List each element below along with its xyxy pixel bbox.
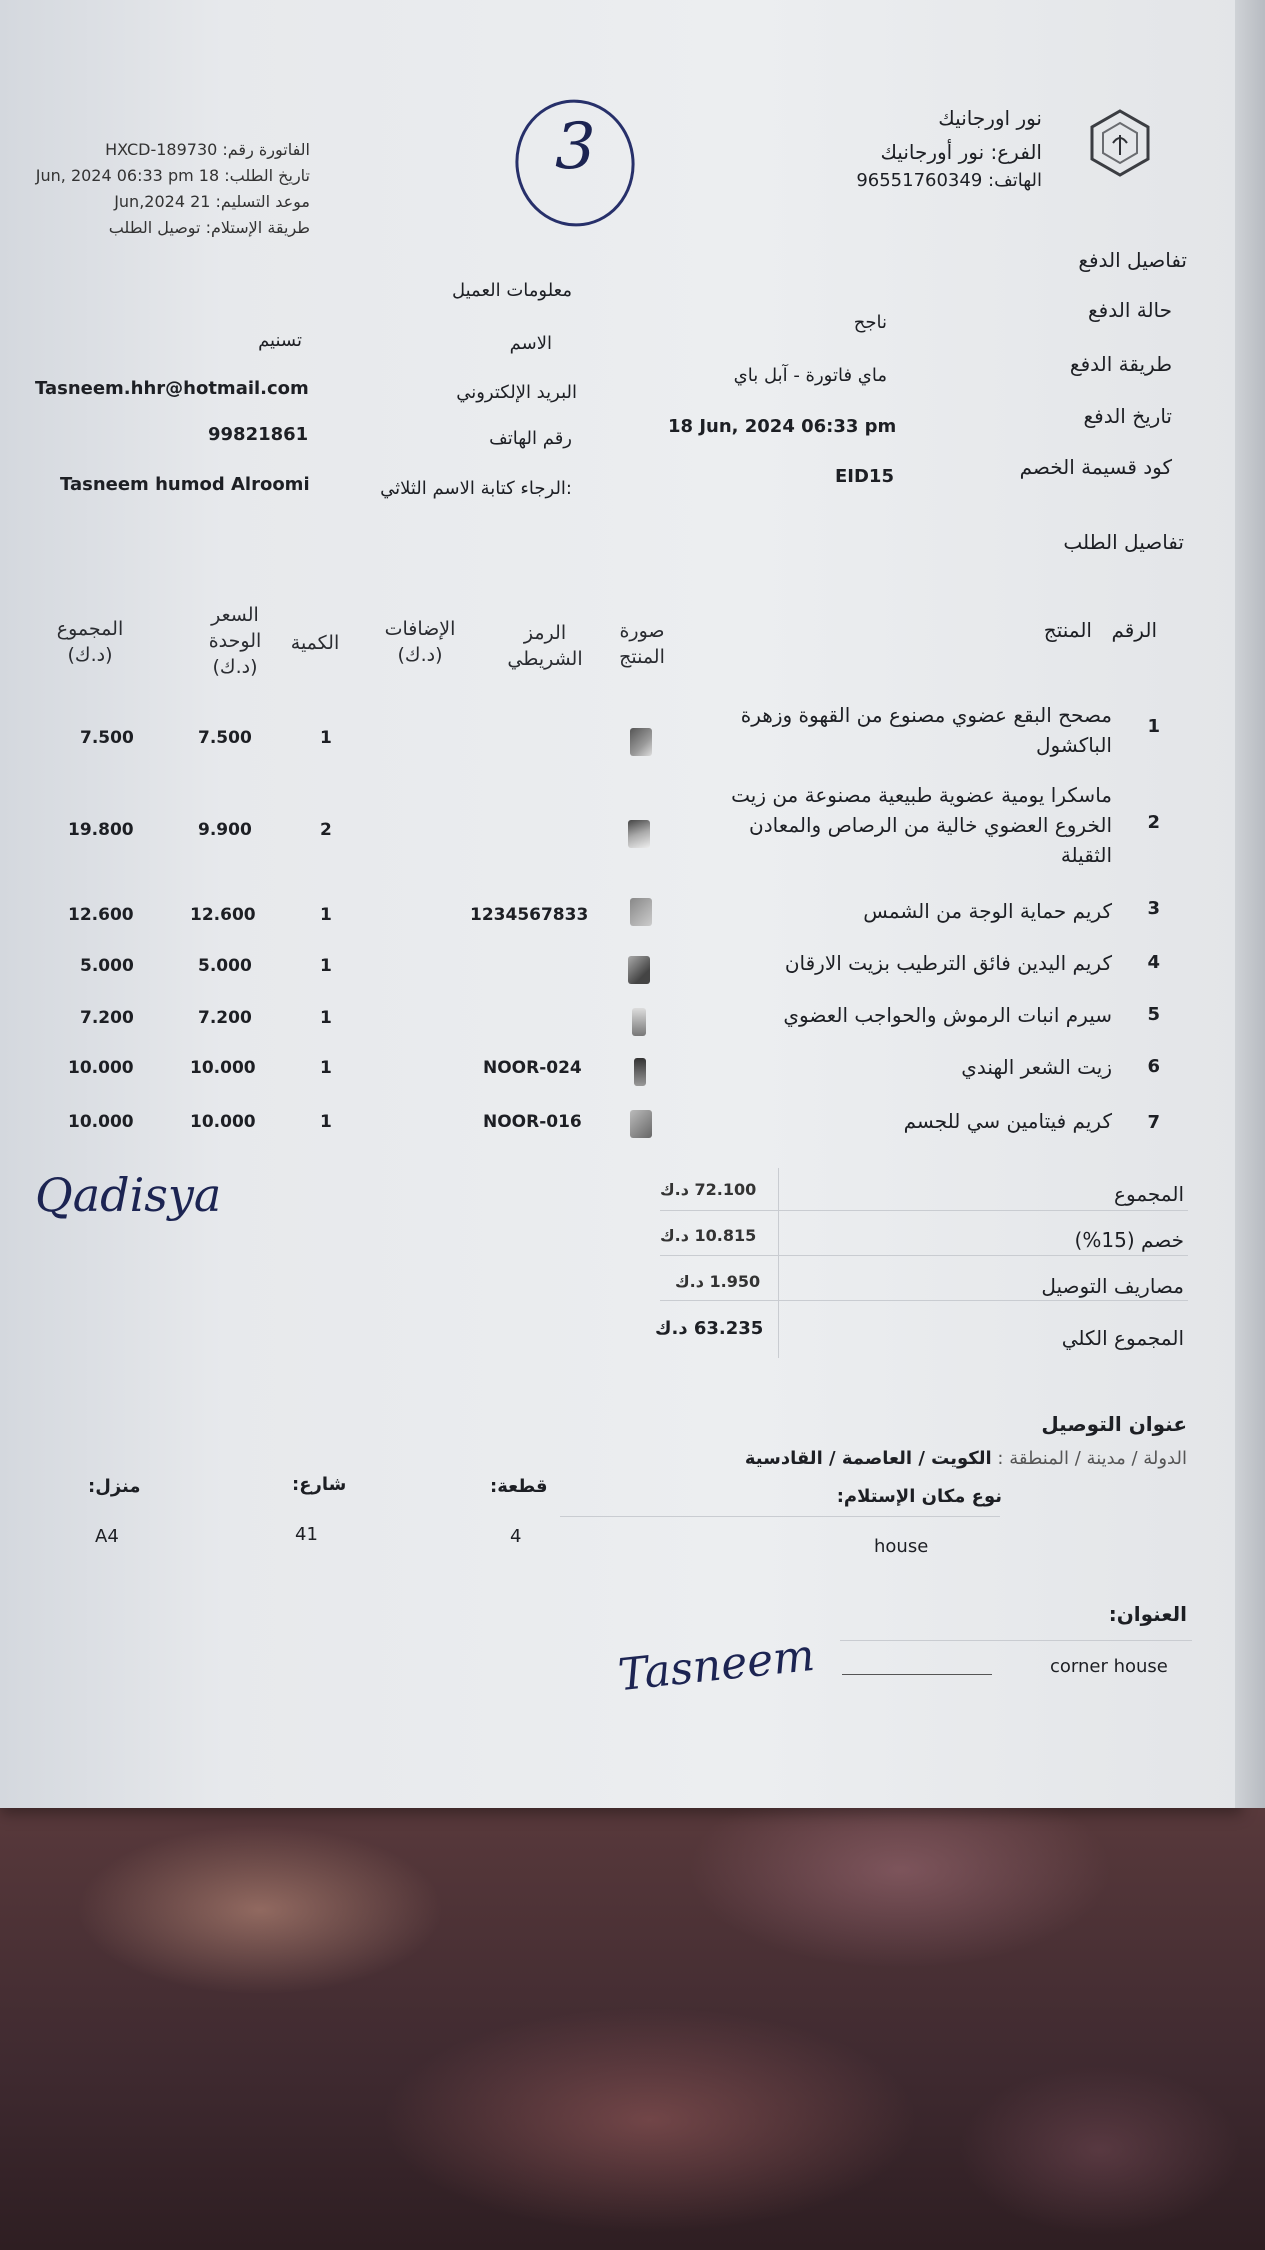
payment-method-value: ماي فاتورة - آبل باي xyxy=(733,365,887,386)
row-2-name: ماسكرا يومية عضوية طبيعية مصنوعة من زيت الخروع العضوي خالية من الرصاص والمعادن الثقيلة xyxy=(731,783,1112,867)
store-name: نور اورجانيك xyxy=(938,106,1042,130)
row-1-product-image xyxy=(630,728,652,756)
row-2-total: 19.800 xyxy=(68,820,134,840)
row-2-unit: 9.900 xyxy=(198,820,252,840)
header-image: صورة المنتج xyxy=(619,620,665,668)
handwritten-number: 3 xyxy=(555,110,596,184)
handwritten-note: Qadisya xyxy=(35,1168,222,1222)
invoice-number: الفاتورة رقم: HXCD-189730 xyxy=(105,140,310,159)
row-6-qty: 1 xyxy=(320,1058,332,1078)
grand-total-value: 63.235 د.ك xyxy=(655,1318,764,1339)
payment-status-label: حالة الدفع xyxy=(1088,298,1172,322)
delivery-fee-label: مصاريف التوصيل xyxy=(1041,1274,1184,1298)
customer-fullname-label: :الرجاء كتابة الاسم الثلاثي xyxy=(380,478,572,499)
header-product: المنتج xyxy=(1043,618,1092,642)
background-fabric xyxy=(0,1790,1265,2250)
row-1-no: 1 xyxy=(1147,716,1160,737)
address-region-row xyxy=(745,1448,1187,1469)
street-value: 41 xyxy=(295,1524,318,1545)
address-title: عنوان التوصيل xyxy=(1041,1412,1187,1436)
row-4-total: 5.000 xyxy=(80,956,134,976)
row-5-name: سيرم انبات الرموش والحواجب العضوي xyxy=(783,1003,1112,1027)
row-7-total: 10.000 xyxy=(68,1112,134,1132)
row-2-product-image xyxy=(628,820,650,848)
row-6-name: زيت الشعر الهندي xyxy=(961,1055,1112,1079)
row-4-unit: 5.000 xyxy=(198,956,252,976)
delivery-fee-value: 1.950 د.ك xyxy=(675,1272,761,1291)
store-logo-icon xyxy=(1085,105,1155,185)
row-7-no: 7 xyxy=(1147,1112,1160,1133)
payment-date-label: تاريخ الدفع xyxy=(1083,404,1172,428)
row-7-unit: 10.000 xyxy=(190,1112,256,1132)
subtotal-value: 72.100 د.ك xyxy=(660,1180,757,1199)
row-2-no: 2 xyxy=(1147,812,1160,833)
row-6-total: 10.000 xyxy=(68,1058,134,1078)
address-region-value: الكويت / العاصمة / القادسية xyxy=(744,1448,992,1469)
header-total: المجموع (د.ك) xyxy=(56,618,124,666)
row-7-barcode: NOOR-016 xyxy=(483,1112,582,1132)
coupon-value: EID15 xyxy=(835,466,894,487)
row-3-product-image xyxy=(630,898,652,926)
row-3-no: 3 xyxy=(1147,898,1160,919)
row-1-qty: 1 xyxy=(320,728,332,748)
customer-phone-value: 99821861 xyxy=(208,424,309,445)
row-7-name: كريم فيتامين سي للجسم xyxy=(903,1109,1112,1133)
row-1-unit: 7.500 xyxy=(198,728,252,748)
row-4-product-image xyxy=(628,956,650,984)
row-1-name: مصحح البقع عضوي مصنوع من القهوة وزهرة الباكشول xyxy=(740,703,1112,757)
row-5-qty: 1 xyxy=(320,1008,332,1028)
row-7-qty: 1 xyxy=(320,1112,332,1132)
customer-email-value: Tasneem.hhr@hotmail.com xyxy=(35,378,309,399)
row-6-no: 6 xyxy=(1147,1056,1160,1077)
handwritten-signature: Tasneem xyxy=(615,1629,818,1702)
row-5-product-image xyxy=(632,1008,646,1036)
customer-phone-label: رقم الهاتف xyxy=(489,428,572,449)
row-3-name: كريم حماية الوجة من الشمس xyxy=(863,899,1112,923)
row-3-total: 12.600 xyxy=(68,905,134,925)
customer-name-label: الاسم xyxy=(509,333,552,354)
pickup-place-value: house xyxy=(874,1536,929,1557)
discount-label: خصم (15%) xyxy=(1074,1228,1184,1252)
order-title: تفاصيل الطلب xyxy=(1063,530,1184,554)
row-5-no: 5 xyxy=(1147,1004,1160,1025)
row-3-unit: 12.600 xyxy=(190,905,256,925)
row-6-product-image xyxy=(634,1058,646,1086)
header-addons: الإضافات (د.ك) xyxy=(384,618,456,666)
payment-method-label: طريقة الدفع xyxy=(1069,352,1172,376)
pickup-place-label: نوع مكان الإستلام: xyxy=(836,1486,1002,1507)
payment-date-value: 18 Jun, 2024 06:33 pm xyxy=(668,416,897,437)
house-label: منزل: xyxy=(88,1476,141,1497)
payment-status-value: ناجح xyxy=(853,312,887,333)
order-date: تاريخ الطلب: 18 Jun, 2024 06:33 pm xyxy=(35,166,310,185)
row-4-no: 4 xyxy=(1147,952,1160,973)
customer-title: معلومات العميل xyxy=(451,280,572,301)
header-qty: الكمية xyxy=(290,632,340,654)
row-4-qty: 1 xyxy=(320,956,332,976)
row-5-total: 7.200 xyxy=(80,1008,134,1028)
coupon-label: كود قسيمة الخصم xyxy=(1019,455,1172,479)
receipt-method: طريقة الإستلام: توصيل الطلب xyxy=(108,218,310,237)
discount-value: 10.815 د.ك xyxy=(660,1226,757,1245)
store-branch: الفرع: نور أورجانيك xyxy=(880,140,1042,164)
block-label: قطعة: xyxy=(490,1476,548,1497)
header-barcode: الرمز الشريطي xyxy=(507,622,583,670)
row-2-qty: 2 xyxy=(320,820,332,840)
customer-name-value: تسنيم xyxy=(258,330,302,351)
address-value: corner house xyxy=(1050,1656,1168,1677)
row-3-barcode: 1234567833 xyxy=(470,905,589,925)
delivery-date: موعد التسليم: 21 Jun,2024 xyxy=(114,192,310,211)
row-7-product-image xyxy=(630,1110,652,1138)
row-1-total: 7.500 xyxy=(80,728,134,748)
house-value: A4 xyxy=(95,1526,119,1547)
grand-total-label: المجموع الكلي xyxy=(1061,1326,1184,1350)
address-region-label: الدولة / مدينة / المنطقة : xyxy=(997,1448,1187,1469)
address-label: العنوان: xyxy=(1108,1602,1187,1626)
subtotal-label: المجموع xyxy=(1114,1182,1184,1206)
store-phone: الهاتف: 96551760349 xyxy=(856,170,1042,191)
row-4-name: كريم اليدين فائق الترطيب بزيت الارقان xyxy=(784,951,1112,975)
row-6-unit: 10.000 xyxy=(190,1058,256,1078)
block-value: 4 xyxy=(510,1526,522,1547)
payment-title: تفاصيل الدفع xyxy=(1078,248,1187,272)
customer-fullname-value: Tasneem humod Alroomi xyxy=(60,474,310,495)
header-unit-price: السعر الوحدة (د.ك) xyxy=(208,604,262,678)
street-label: شارع: xyxy=(292,1474,347,1495)
row-3-qty: 1 xyxy=(320,905,332,925)
row-6-barcode: NOOR-024 xyxy=(483,1058,582,1078)
customer-email-label: البريد الإلكتروني xyxy=(456,382,577,403)
paper-edge xyxy=(1235,0,1265,1808)
header-num: الرقم xyxy=(1111,618,1157,642)
row-5-unit: 7.200 xyxy=(198,1008,252,1028)
